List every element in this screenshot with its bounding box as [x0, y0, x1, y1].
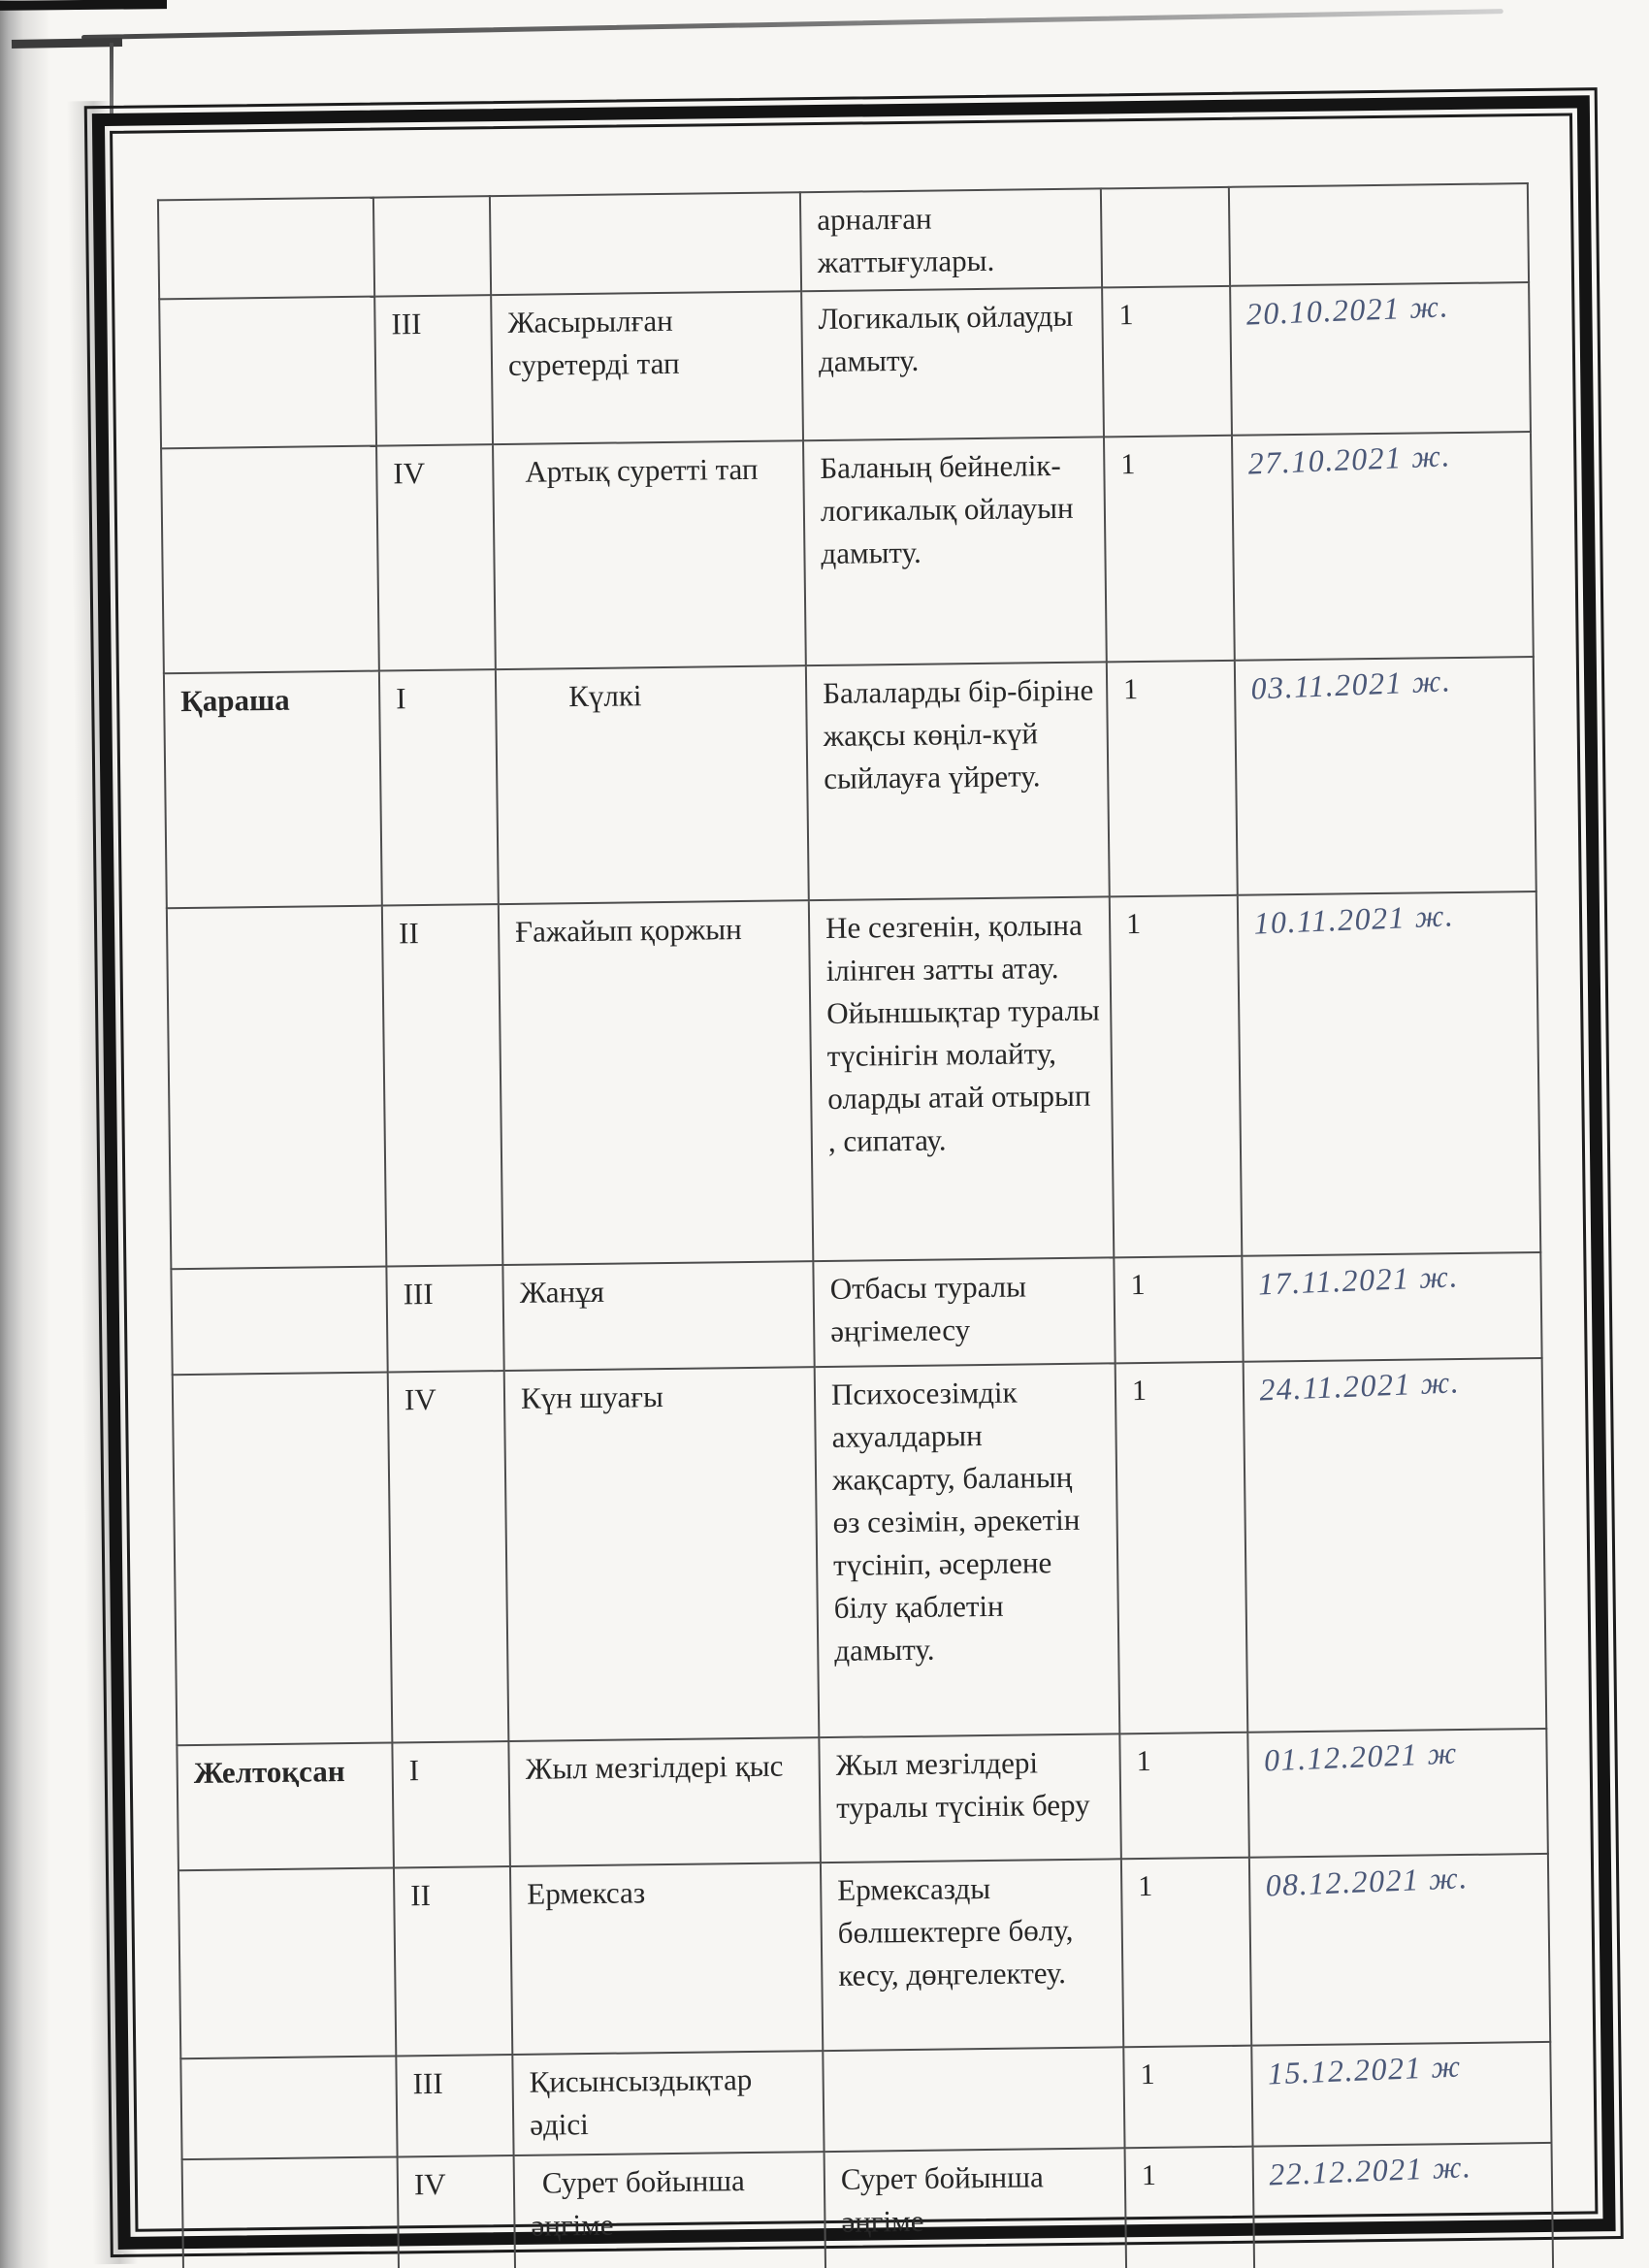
cell-hours: 1 [1121, 1858, 1251, 2048]
cell-hours: 1 [1116, 1362, 1248, 1734]
cell-month [159, 297, 376, 449]
cell-date-handwritten: 01.12.2021 ж [1247, 1729, 1548, 1858]
cell-hours: 1 [1110, 895, 1243, 1258]
cell-hours: 1 [1123, 2046, 1252, 2149]
cell-objective [823, 2047, 1124, 2152]
cell-month [180, 2056, 397, 2159]
cell-week-numeral: II [394, 1866, 512, 2056]
cell-date-handwritten: 17.11.2021 ж. [1242, 1252, 1541, 1362]
cell-week-numeral: IV [376, 444, 496, 670]
cell-date-handwritten: 15.12.2021 ж [1251, 2042, 1551, 2147]
cell-month [173, 1373, 393, 1746]
cell-hours: 1 [1102, 286, 1232, 437]
cell-date-handwritten: 27.10.2021 ж. [1232, 432, 1534, 661]
table-row [180, 2042, 1551, 2159]
cell-week-numeral [373, 196, 491, 296]
cell-date-handwritten: 10.11.2021 ж. [1238, 891, 1541, 1256]
cell-month [171, 1267, 387, 1376]
cell-week-numeral: I [379, 669, 499, 905]
cell-topic: Қисынсыздықтар әдісі [512, 2051, 824, 2155]
cell-objective: Балаларды бір-біріне жақсы көңіл-күй сыйлауға үйрету. [806, 662, 1110, 900]
table-row [171, 1252, 1541, 1375]
cell-date-handwritten [1229, 183, 1529, 286]
cell-topic: Жыл мезгілдері қыс [508, 1737, 821, 1866]
cell-week-numeral: I [392, 1741, 510, 1867]
cell-topic: Артық суретті тап [493, 440, 806, 669]
cell-month [167, 906, 387, 1270]
cell-topic: Ермексаз [510, 1863, 823, 2055]
cell-topic: Ғажайып қоржын [499, 900, 814, 1265]
table-row [177, 1729, 1547, 1870]
cell-topic: Жанұя [502, 1261, 814, 1371]
table-row [159, 282, 1531, 448]
cell-topic: Жасырылған суретерді тап [491, 291, 803, 444]
cell-objective: Баланың бейнелік-логикалық ойлауын дамыту. [803, 437, 1107, 665]
cell-month [158, 198, 374, 300]
table-row [164, 657, 1536, 908]
cell-objective: Жыл мезгілдері туралы түсінік беру [819, 1733, 1121, 1863]
cell-hours [1101, 187, 1230, 288]
cell-date-handwritten: 24.11.2021 ж. [1244, 1358, 1547, 1733]
cell-month [161, 446, 379, 674]
cell-hours: 1 [1104, 436, 1235, 663]
cell-week-numeral: II [382, 904, 503, 1266]
table-row [161, 432, 1534, 673]
cell-hours: 1 [1125, 2147, 1255, 2268]
cell-objective: Не сезгенін, қолына ілінген затты атау. Ойыншықтар туралы түсінігін молайту, оларды атай отырып , сипатау. [809, 896, 1115, 1261]
cell-objective: Ермексазды бөлшектерге бөлу, кесу, дөңгелектеу. [821, 1859, 1123, 2051]
cell-date-handwritten: 20.10.2021 ж. [1230, 282, 1531, 436]
cell-objective: Логикалық ойлауды дамыту. [801, 287, 1104, 440]
lesson-schedule-table [157, 182, 1554, 2268]
cell-hours: 1 [1119, 1733, 1249, 1860]
cell-date-handwritten: 22.12.2021 ж. [1253, 2143, 1554, 2268]
table-row [182, 2143, 1554, 2268]
cell-hours: 1 [1107, 661, 1238, 897]
cell-topic: Сурет бойынша әңгіме [514, 2152, 826, 2268]
table-row [173, 1358, 1547, 1745]
table-row [158, 183, 1529, 299]
cell-hours: 1 [1114, 1256, 1243, 1364]
cell-week-numeral: IV [398, 2155, 516, 2268]
cell-month [178, 1867, 396, 2058]
cell-week-numeral: III [374, 295, 493, 445]
cell-month: Желтоқсан [177, 1742, 394, 1870]
cell-week-numeral: IV [388, 1371, 509, 1742]
cell-topic: Күлкі [496, 665, 809, 904]
cell-objective: Отбасы туралы әңгімелесу [813, 1257, 1115, 1367]
cell-month: Қараша [164, 671, 382, 909]
table-row [178, 1854, 1550, 2058]
cell-date-handwritten: 03.11.2021 ж. [1235, 657, 1536, 895]
cell-objective: Психосезімдік ахуалдарын жақсарту, баланың өз сезімін, әрекетін түсініп, әсерлене білу қаблетін дамыту. [815, 1363, 1120, 1737]
cell-date-handwritten: 08.12.2021 ж. [1249, 1854, 1550, 2046]
cell-objective: арналған жаттығулары. [800, 188, 1102, 291]
table-row [167, 891, 1540, 1269]
cell-objective: Сурет бойынша әңгіме [824, 2148, 1127, 2268]
cell-month [182, 2156, 400, 2268]
cell-topic: Күн шуағы [504, 1367, 820, 1741]
cell-week-numeral: III [386, 1265, 503, 1372]
cell-week-numeral: III [396, 2055, 513, 2156]
cell-topic [490, 192, 801, 295]
